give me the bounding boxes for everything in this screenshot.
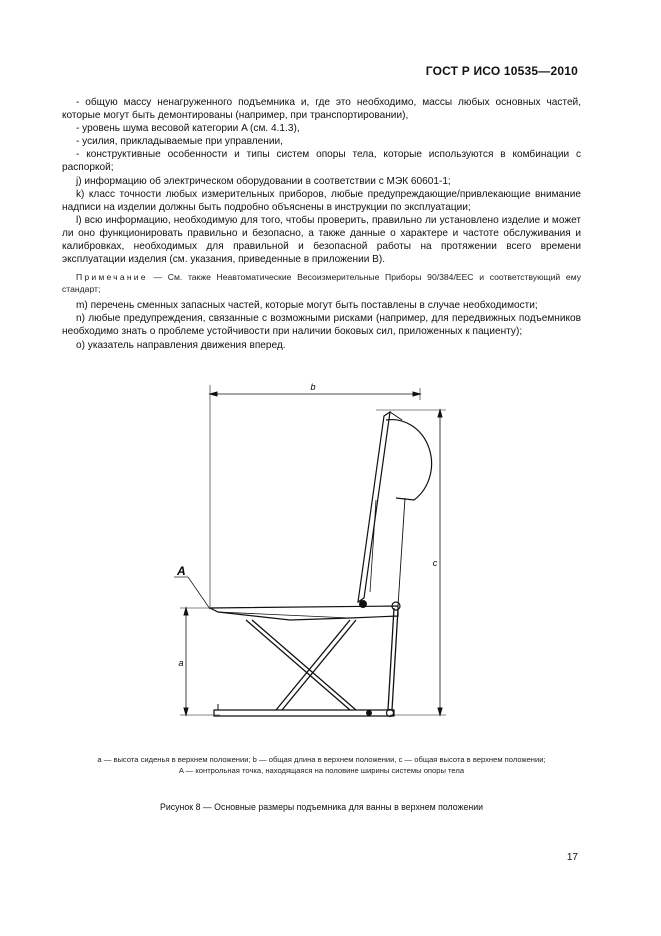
point-a-leader [188,577,210,609]
paragraph-item-o: o) указатель направления движения вперед. [76,339,286,351]
figure-bath-lift [150,380,480,725]
dim-b-arrow-left [210,392,217,396]
legend-line-1: a — высота сиденья в верхнем положении; b — общая длина в верхнем положении, c — общая высота в верхнем положении; [97,755,546,764]
note-label: Примечание [76,272,148,283]
dim-a-arrow-top [184,608,188,615]
paragraph-item-j: j) информацию об электрическом оборудовании в соответствии с МЭК 60601-1; [76,175,451,187]
seat-pivot-left [360,601,367,608]
paragraph-item-k: k) класс точности любых измерительных приборов, любые предупреждающие/привлекающие внимание надписи на изделии должны быть подробно объяснены в инструкции по эксплуатации; [62,188,581,213]
label-b: b [310,382,316,392]
paragraph-item-m: m) перечень сменных запасных частей, которые могут быть поставлены в случае необходимости; [76,300,538,312]
bath-lift-drawing [150,380,480,725]
paragraph-design-features: - конструктивные особенности и типы систем опоры тела, которые используются в комбинации с распоркой; [62,149,581,174]
label-point-a: A [177,564,186,578]
scissor-arm-1a [246,620,350,710]
dim-c-arrow-bottom [438,708,442,715]
dim-a-arrow-bottom [184,708,188,715]
scissor-arm-2b [282,620,356,710]
legend-line-2: A — контрольная точка, находящаяся на половине ширины системы опоры тела [178,766,465,775]
headrest-top-edge [390,412,402,420]
note-text: — См. также Неавтоматические Весоизмерительные Приборы 90/384/EEC и соответствующий ему стандарт; [62,272,581,295]
dim-c-arrow-top [438,410,442,417]
note [62,271,581,295]
scissor-arm-2a [276,620,350,710]
body-text [62,96,581,352]
figure-legend [62,754,581,776]
document-header: ГОСТ Р ИСО 10535—2010 [425,64,578,78]
label-c: c [432,558,438,568]
scissor-arm-1b [252,620,356,710]
base-pivot [367,711,372,716]
paragraph-noise-level: - уровень шума весовой категории A (см. 4.1.3), [76,123,300,135]
rear-back-strut [398,498,405,606]
paragraph-item-n: n) любые предупреждения, связанные с возможными рисками (например, для передвижных подъемников необходимо знать о проблеме устойчивости при наличии боковых сил, приложенных к пациенту); [62,313,581,338]
figure-caption: Рисунок 8 — Основные размеры подъемника для ванны в верхнем положении [159,802,484,812]
page-number: 17 [566,852,578,863]
paragraph-operating-forces: - усилия, прикладываемые при управлении, [76,136,283,148]
seat-underside [218,612,350,618]
label-a: a [178,658,184,668]
backrest-panel [358,412,390,602]
paragraph-total-mass: - общую массу ненагруженного подъемника и, где это необходимо, массы любых основных частей, которые могут быть демонтированы (например, при транспортировании), [62,97,581,122]
headrest [386,420,432,500]
paragraph-item-l: l) всю информацию, необходимую для того, чтобы проверить, правильно ли установлено изделие и может ли оно функционировать правильно и безопасно, а также данные о характере и частоте обслуживания и калибровках, необходимых для правильной и безопасной работы на протяжении всего времени эксплуатации изделия (см. указания, приведенные в приложении В). [62,214,581,266]
dim-b-arrow-right [413,392,420,396]
